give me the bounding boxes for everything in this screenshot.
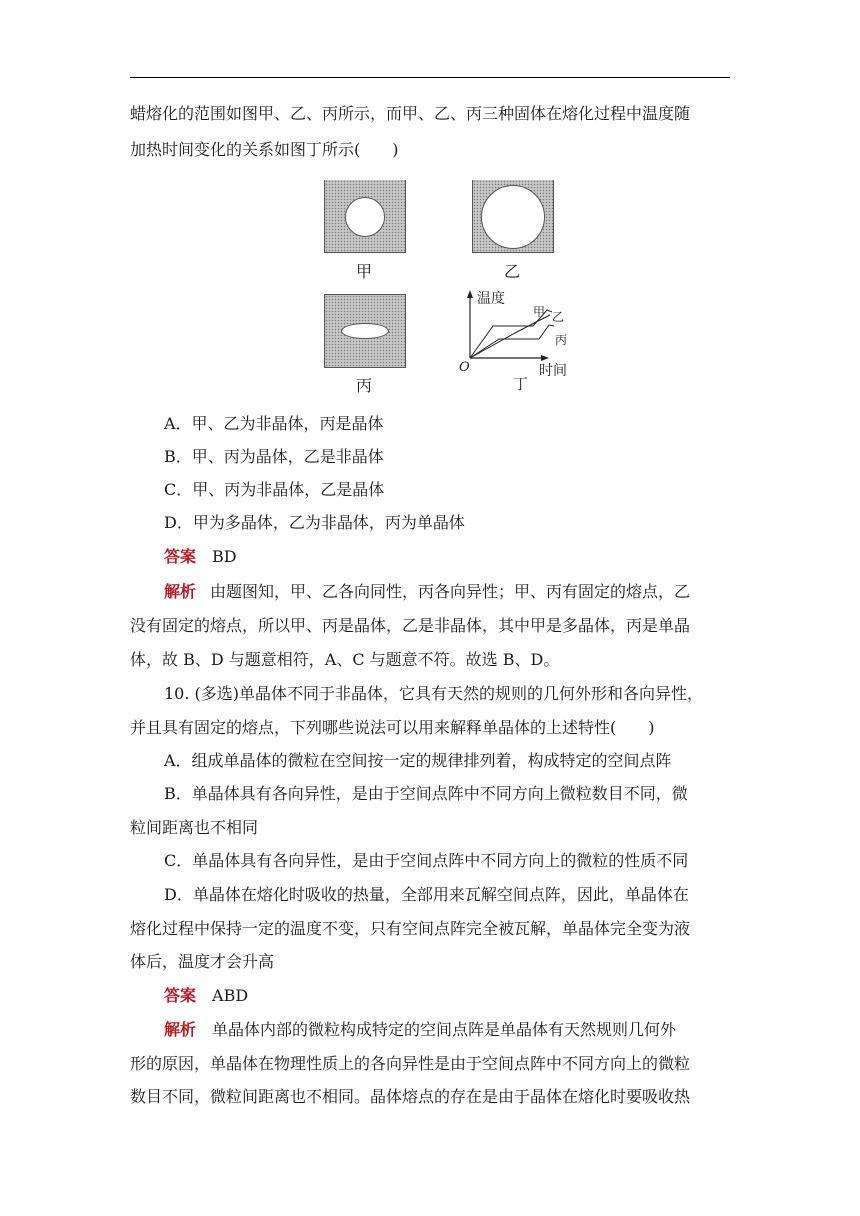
intro-line-2: 加热时间变化的关系如图丁所示( )	[130, 140, 399, 159]
figure-jia-plate	[324, 180, 406, 253]
header-rule	[130, 77, 730, 78]
curve-bing-label: 丙	[555, 333, 568, 347]
q10-option-d: D．单晶体在熔化时吸收的热量，全部用来瓦解空间点阵，因此，单晶体在	[164, 885, 689, 904]
figure-bing-caption: 丙	[355, 376, 372, 395]
q9-option-c: C．甲、丙为非晶体，乙是晶体	[164, 480, 385, 499]
figure-bing-plate	[324, 294, 406, 368]
q9-analysis-text-1: 由题图知，甲、乙各向同性，丙各向异性；甲、丙有固定的熔点，乙	[210, 582, 691, 601]
y-axis-label: 温度	[477, 291, 505, 307]
curve-bing	[470, 325, 554, 358]
curve-yi	[470, 315, 550, 358]
q10-analysis-line-3: 数目不同，微粒间距离也不相同。晶体熔点的存在是由于晶体在熔化时要吸收热	[130, 1087, 691, 1106]
q10-option-d-cont-1: 熔化过程中保持一定的温度不变，只有空间点阵完全被瓦解，单晶体完全变为液	[130, 919, 691, 938]
figure-jia-melt-circle	[345, 197, 385, 237]
q9-analysis-line-2: 没有固定的熔点，所以甲、丙是晶体，乙是非晶体，其中甲是多晶体，丙是单晶	[130, 616, 691, 635]
q9-answer-label: 答案	[164, 547, 197, 566]
q10-option-b: B．单晶体具有各向异性，是由于空间点阵中不同方向上微粒数目不同，微	[164, 784, 688, 803]
figure-bing-melt-ellipse	[341, 323, 389, 339]
figure-ding-graph	[455, 288, 580, 396]
origin-label: O	[459, 360, 470, 375]
figure-ding-caption: 丁	[513, 375, 529, 393]
y-axis-arrow	[467, 290, 473, 298]
q9-option-a: A．甲、乙为非晶体，丙是晶体	[164, 414, 384, 433]
q10-analysis-line-1	[164, 1014, 676, 1046]
q10-answer-value: ABD	[212, 986, 249, 1005]
q9-analysis-line-1	[164, 576, 690, 608]
q10-option-b-cont: 粒间距离也不相同	[130, 818, 259, 837]
q10-answer	[164, 980, 248, 1012]
q10-analysis-label: 解析	[164, 1020, 197, 1039]
figure-yi-melt-circle	[481, 185, 545, 249]
figure-yi-plate	[472, 180, 554, 253]
q10-analysis-line-2: 形的原因，单晶体在物理性质上的各向异性是由于空间点阵中不同方向上的微粒	[130, 1054, 691, 1073]
curve-jia-label: 甲	[533, 305, 546, 319]
curve-yi-label: 乙	[552, 310, 565, 324]
x-axis-arrow	[541, 355, 549, 361]
q9-option-d: D．甲为多晶体，乙为非晶体，丙为单晶体	[164, 513, 465, 532]
q9-analysis-line-3: 体，故 B、D 与题意相符，A、C 与题意不符。故选 B、D。	[130, 650, 560, 669]
q10-analysis-text-1: 单晶体内部的微粒构成特定的空间点阵是单晶体有天然规则几何外	[212, 1020, 677, 1039]
q9-option-b: B．甲、丙为晶体，乙是非晶体	[164, 447, 384, 466]
q10-stem-line-1: 10. (多选)单晶体不同于非晶体，它具有天然的规则的几何外形和各向异性，	[164, 684, 704, 703]
q10-answer-label: 答案	[164, 986, 197, 1005]
figure-yi-caption: 乙	[503, 262, 520, 281]
q9-answer	[164, 541, 237, 573]
q9-answer-value: BD	[212, 547, 237, 566]
q10-option-c: C．单晶体具有各向异性，是由于空间点阵中不同方向上的微粒的性质不同	[164, 851, 689, 870]
intro-line-1: 蜡熔化的范围如图甲、乙、丙所示，而甲、乙、丙三种固体在熔化过程中温度随	[130, 104, 691, 123]
q10-stem-line-2: 并且具有固定的熔点，下列哪些说法可以用来解释单晶体的上述特性( )	[130, 718, 655, 737]
x-axis-label: 时间	[539, 363, 567, 379]
q9-analysis-label: 解析	[164, 582, 197, 601]
q10-option-a: A．组成单晶体的微粒在空间按一定的规律排列着，构成特定的空间点阵	[164, 751, 672, 770]
figure-jia-caption: 甲	[355, 262, 372, 281]
q10-option-d-cont-2: 体后，温度才会升高	[130, 952, 275, 971]
